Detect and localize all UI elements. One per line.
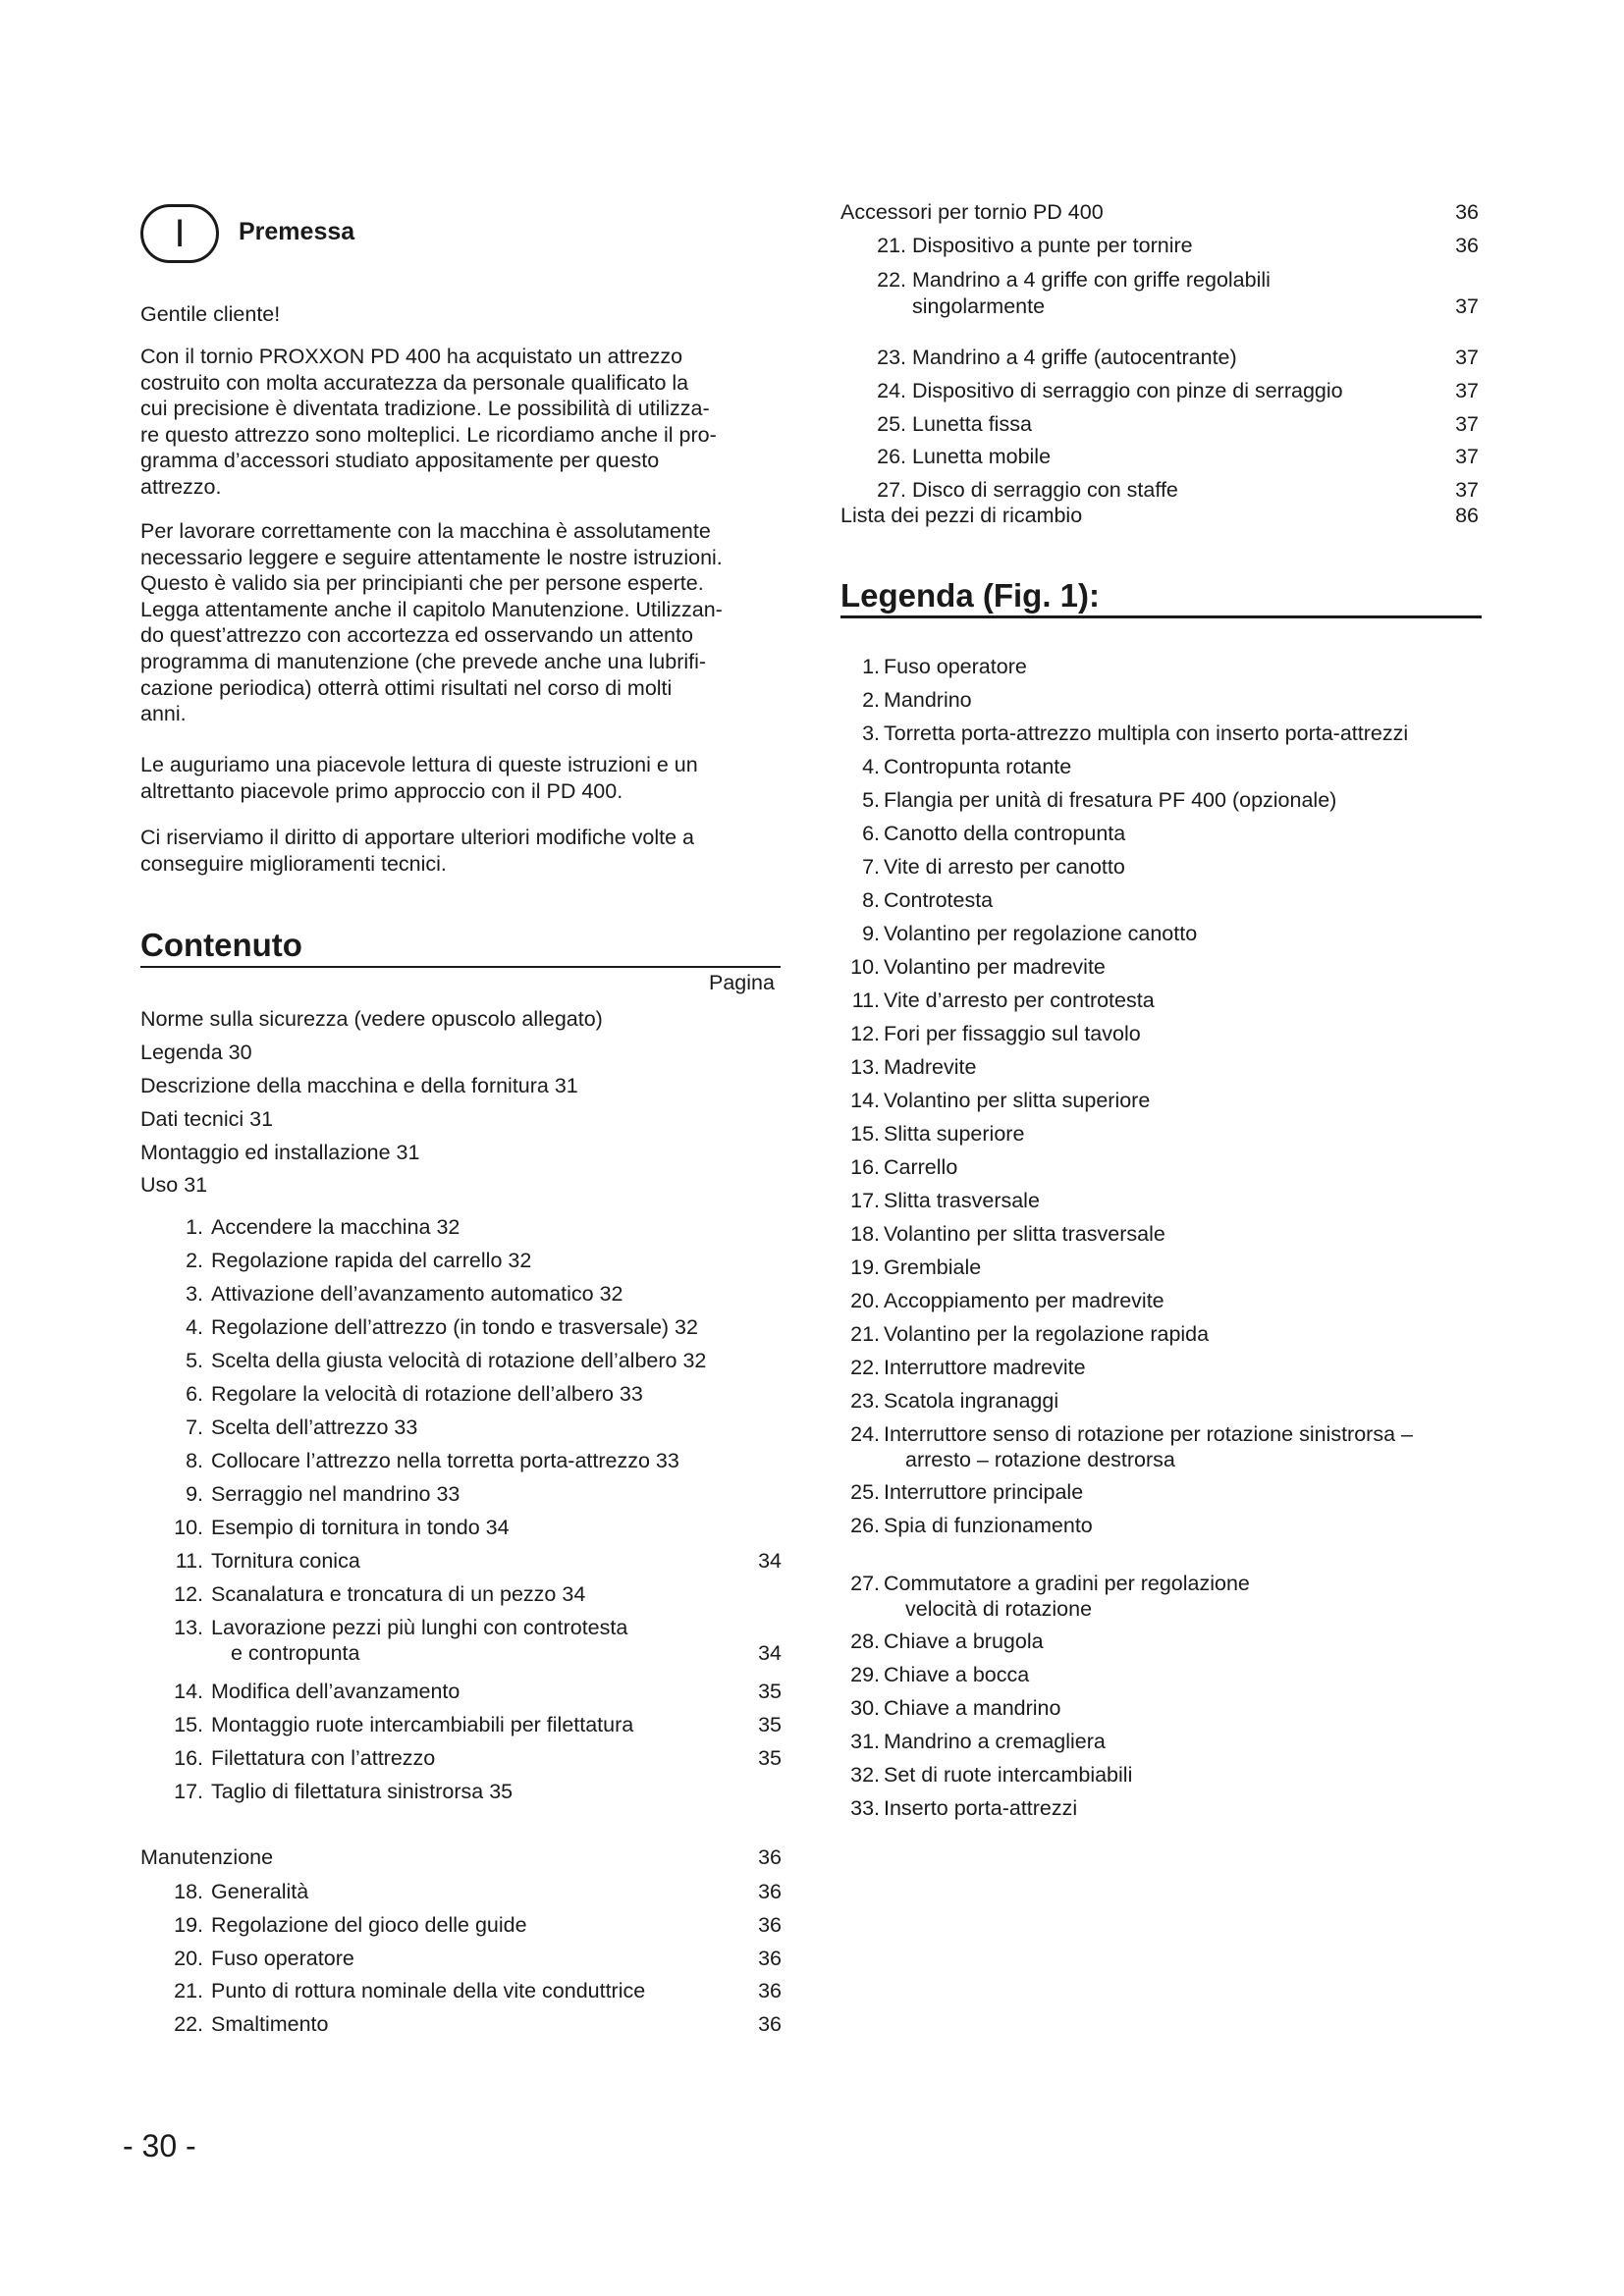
legenda-item: Volantino per regolazione canotto [884,922,1198,945]
toc-number: 5. [186,1349,203,1372]
contenuto-rule [140,966,781,968]
toc-item-text: Modifica dell’avanzamento [211,1680,460,1703]
toc-item-text: Mandrino a 4 griffe con griffe regolabili [912,268,1271,292]
legenda-rule [840,615,1482,618]
toc-page: 36 [1455,234,1479,257]
toc-number: 10. [174,1516,203,1539]
legenda-item: Canotto della contropunta [884,822,1126,845]
toc-item: Legenda 30 [140,1041,252,1064]
toc-number: 1. [186,1215,203,1239]
toc-page: 35 [758,1680,782,1703]
legenda-number: 11. [851,988,880,1012]
toc-item-text-cont: singolarmente [912,294,1046,318]
paragraph-line: gramma d’accessori studiato appositamente per questo [140,449,660,473]
legenda-number: 27. [850,1572,880,1595]
legenda-item: Chiave a mandrino [884,1696,1061,1720]
legenda-number: 6. [862,822,880,845]
toc-number: 24. [877,379,906,402]
legenda-number: 20. [850,1289,880,1312]
toc-item-text: Lavorazione pezzi più lunghi con controtesta [211,1616,628,1639]
toc-number: 19. [174,1913,203,1937]
legenda-item: Volantino per la regolazione rapida [884,1322,1210,1346]
toc-item-text: Filettatura con l’attrezzo [211,1746,436,1770]
legenda-item: Inserto porta-attrezzi [884,1796,1078,1820]
toc-number: 14. [174,1680,203,1703]
toc-number: 3. [186,1282,203,1306]
toc-number: 23. [877,346,906,369]
toc-item-text: Scelta dell’attrezzo 33 [211,1415,418,1439]
paragraph-line: Questo è valido sia per principianti che per persone esperte. [140,571,704,596]
legenda-number: 15. [850,1122,880,1146]
toc-page: 37 [1455,294,1479,318]
toc-item-text: Dispositivo a punte per tornire [912,234,1193,257]
legenda-number: 13. [850,1055,880,1079]
paragraph-line: re questo attrezzo sono molteplici. Le ricordiamo anche il pro- [140,422,717,447]
toc-item: Montaggio ed installazione 31 [140,1141,420,1164]
paragraph-line: Per lavorare correttamente con la macchina è assolutamente [140,519,711,543]
toc-page: 36 [758,1880,782,1903]
toc-item-text: Scelta della giusta velocità di rotazione dell’albero 32 [211,1349,707,1372]
legenda-number: 26. [850,1514,880,1537]
toc-page: 36 [758,2012,782,2036]
legenda-item: Interruttore senso di rotazione per rotazione sinistrorsa – [884,1422,1413,1446]
legenda-item: Chiave a bocca [884,1663,1030,1686]
legenda-number: 31. [850,1730,880,1753]
paragraph-line: cui precisione è diventata tradizione. Le possibilità di utilizza- [140,397,710,421]
toc-page: 37 [1455,412,1479,436]
legenda-item-cont: velocità di rotazione [905,1597,1093,1621]
toc-number: 26. [877,445,906,468]
toc-number: 13. [174,1616,203,1639]
legenda-item: Interruttore madrevite [884,1356,1086,1379]
legenda-title: Legenda (Fig. 1): [840,577,1100,614]
legenda-item: Grembiale [884,1255,982,1279]
toc-manutenzione: Manutenzione [140,1845,274,1869]
paragraph-line: conseguire miglioramenti tecnici. [140,851,447,876]
toc-page: 37 [1455,478,1479,502]
legenda-number: 18. [850,1222,880,1246]
legenda-item: Mandrino a cremagliera [884,1730,1106,1753]
toc-number: 6. [186,1382,203,1406]
legenda-number: 17. [850,1189,880,1212]
legenda-item: Controtesta [884,888,994,912]
toc-number: 18. [174,1880,203,1903]
legenda-item: Mandrino [884,688,972,712]
toc-page: 35 [758,1713,782,1736]
toc-item-text: Regolazione dell’attrezzo (in tondo e trasversale) 32 [211,1315,698,1339]
legenda-number: 25. [850,1480,880,1504]
toc-item: Descrizione della macchina e della fornitura 31 [140,1074,578,1097]
toc-number: 9. [186,1482,203,1506]
toc-number: 17. [174,1780,203,1803]
legenda-item: Scatola ingranaggi [884,1389,1059,1413]
toc-item-text: Mandrino a 4 griffe (autocentrante) [912,346,1237,369]
legenda-item: Set di ruote intercambiabili [884,1763,1133,1787]
toc-number: 27. [877,478,906,502]
legenda-item: Vite di arresto per canotto [884,855,1125,879]
toc-page: 36 [758,1913,782,1937]
legenda-number: 5. [862,788,880,812]
legenda-number: 23. [850,1389,880,1413]
toc-item-text: Esempio di tornitura in tondo 34 [211,1516,510,1539]
greeting: Gentile cliente! [140,302,281,326]
toc-page: 36 [1455,200,1479,224]
legenda-item: Commutatore a gradini per regolazione [884,1572,1250,1595]
page-column-header: Pagina [709,971,775,994]
toc-item-text: Attivazione dell’avanzamento automatico 32 [211,1282,623,1306]
contenuto-title: Contenuto [140,927,302,963]
toc-number: 15. [174,1713,203,1736]
toc-item-text: Generalità [211,1880,309,1903]
paragraph-line: programma di manutenzione (che prevede anche una lubrifi- [140,650,707,673]
toc-page: 34 [758,1641,782,1665]
legenda-number: 16. [850,1155,880,1179]
toc-item-text: Lunetta fissa [912,412,1032,436]
toc-page: 37 [1455,379,1479,402]
toc-item-text: Accendere la macchina 32 [211,1215,460,1239]
toc-item-text: Disco di serraggio con staffe [912,478,1178,502]
paragraph-line: costruito con molta accuratezza da personale qualificato la [140,370,689,395]
toc-number: 12. [174,1582,203,1606]
toc-number: 11. [175,1549,203,1573]
legenda-item-cont: arresto – rotazione destrorsa [905,1448,1175,1471]
legenda-item: Slitta superiore [884,1122,1025,1146]
legenda-item: Fuso operatore [884,655,1027,678]
toc-accessori: Accessori per tornio PD 400 [840,200,1104,224]
toc-number: 8. [186,1449,203,1472]
legenda-number: 22. [850,1356,880,1379]
paragraph-line: cazione periodica) otterrà ottimi risultati nel corso di molti [140,675,673,700]
paragraph-line: Le auguriamo una piacevole lettura di queste istruzioni e un [140,753,698,776]
legenda-number: 24. [850,1422,880,1446]
paragraph-line: attrezzo. [140,475,222,499]
toc-item: Norme sulla sicurezza (vedere opuscolo allegato) [140,1007,603,1031]
legenda-number: 19. [850,1255,880,1279]
legenda-number: 32. [850,1763,880,1787]
toc-item-text: Regolazione del gioco delle guide [211,1913,527,1937]
paragraph-line: Legga attentamente anche il capitolo Manutenzione. Utilizzan- [140,597,723,621]
paragraph-line: necessario leggere e seguire attentamente le nostre istruzioni. [140,545,723,569]
toc-item-text: Lunetta mobile [912,445,1052,468]
legenda-item: Vite d’arresto per controtesta [884,988,1155,1012]
paragraph-line: altrettanto piacevole primo approccio con il PD 400. [140,778,623,803]
toc-item-text: Collocare l’attrezzo nella torretta porta-attrezzo 33 [211,1449,679,1472]
legenda-item: Chiave a brugola [884,1629,1044,1653]
toc-number: 22. [174,2012,203,2036]
toc-item-text: Tornitura conica [211,1549,360,1573]
toc-item: Dati tecnici 31 [140,1107,274,1131]
toc-item-text: Regolazione rapida del carrello 32 [211,1249,532,1272]
legenda-number: 29. [850,1663,880,1686]
legenda-item: Slitta trasversale [884,1189,1040,1212]
legenda-item: Fori per fissaggio sul tavolo [884,1022,1141,1045]
toc-item-text: Taglio di filettatura sinistrorsa 35 [211,1780,514,1803]
toc-item-text: Serraggio nel mandrino 33 [211,1482,460,1506]
toc-page: 37 [1455,445,1479,468]
toc-number: 21. [174,1979,203,2002]
legenda-item: Carrello [884,1155,958,1179]
toc-number: 7. [186,1415,203,1439]
toc-item-text: Fuso operatore [211,1947,354,1970]
premessa-title: Premessa [239,218,355,245]
paragraph-line: anni. [140,702,187,726]
legenda-number: 30. [850,1696,880,1720]
section-badge: I [140,204,219,263]
toc-page: 35 [758,1746,782,1770]
toc-page: 37 [1455,346,1479,369]
legenda-number: 28. [850,1629,880,1653]
legenda-item: Flangia per unità di fresatura PF 400 (opzionale) [884,788,1337,812]
paragraph-line: Con il tornio PROXXON PD 400 ha acquistato un attrezzo [140,345,683,368]
toc-number: 2. [186,1249,203,1272]
toc-item-text: Smaltimento [211,2012,329,2036]
legenda-item: Spia di funzionamento [884,1514,1093,1537]
legenda-number: 1. [862,655,880,678]
legenda-number: 9. [862,922,880,945]
toc-number: 21. [877,234,906,257]
toc-page: 34 [758,1549,782,1573]
toc-page: 36 [758,1845,782,1869]
legenda-number: 8. [862,888,880,912]
toc-number: 25. [877,412,906,436]
legenda-number: 10. [850,955,880,979]
toc-page: 36 [758,1947,782,1970]
paragraph-line: Ci riserviamo il diritto di apportare ulteriori modifiche volte a [140,826,694,849]
toc-item-text: Punto di rottura nominale della vite conduttrice [211,1979,646,2002]
legenda-number: 14. [850,1089,880,1112]
legenda-item: Volantino per madrevite [884,955,1106,979]
legenda-item: Interruttore principale [884,1480,1084,1504]
toc-page: 36 [758,1979,782,2002]
legenda-item: Volantino per slitta trasversale [884,1222,1165,1246]
toc-item-text: Scanalatura e troncatura di un pezzo 34 [211,1582,586,1606]
legenda-item: Madrevite [884,1055,977,1079]
legenda-item: Contropunta rotante [884,755,1072,778]
toc-page: 86 [1455,504,1479,527]
legenda-number: 21. [850,1322,880,1346]
toc-number: 16. [174,1746,203,1770]
toc-ricambio: Lista dei pezzi di ricambio [840,504,1083,527]
legenda-item: Volantino per slitta superiore [884,1089,1151,1112]
toc-number: 20. [174,1947,203,1970]
page-number: - 30 - [123,2128,196,2163]
toc-item-text-cont: e contropunta [231,1641,360,1665]
legenda-number: 4. [862,755,880,778]
toc-item-text: Dispositivo di serraggio con pinze di serraggio [912,379,1343,402]
toc-number: 22. [877,268,906,292]
paragraph-line: do quest’attrezzo con accortezza ed osservando un attento [140,623,693,648]
toc-number: 4. [186,1315,203,1339]
legenda-number: 7. [862,855,880,879]
legenda-item: Accoppiamento per madrevite [884,1289,1164,1312]
toc-item: Uso 31 [140,1173,208,1197]
legenda-number: 33. [850,1796,880,1820]
legenda-number: 12. [850,1022,880,1045]
legenda-number: 3. [862,721,880,745]
legenda-number: 2. [862,688,880,712]
toc-item-text: Montaggio ruote intercambiabili per filettatura [211,1713,634,1736]
legenda-item: Torretta porta-attrezzo multipla con inserto porta-attrezzi [884,721,1409,745]
toc-item-text: Regolare la velocità di rotazione dell’albero 33 [211,1382,643,1406]
